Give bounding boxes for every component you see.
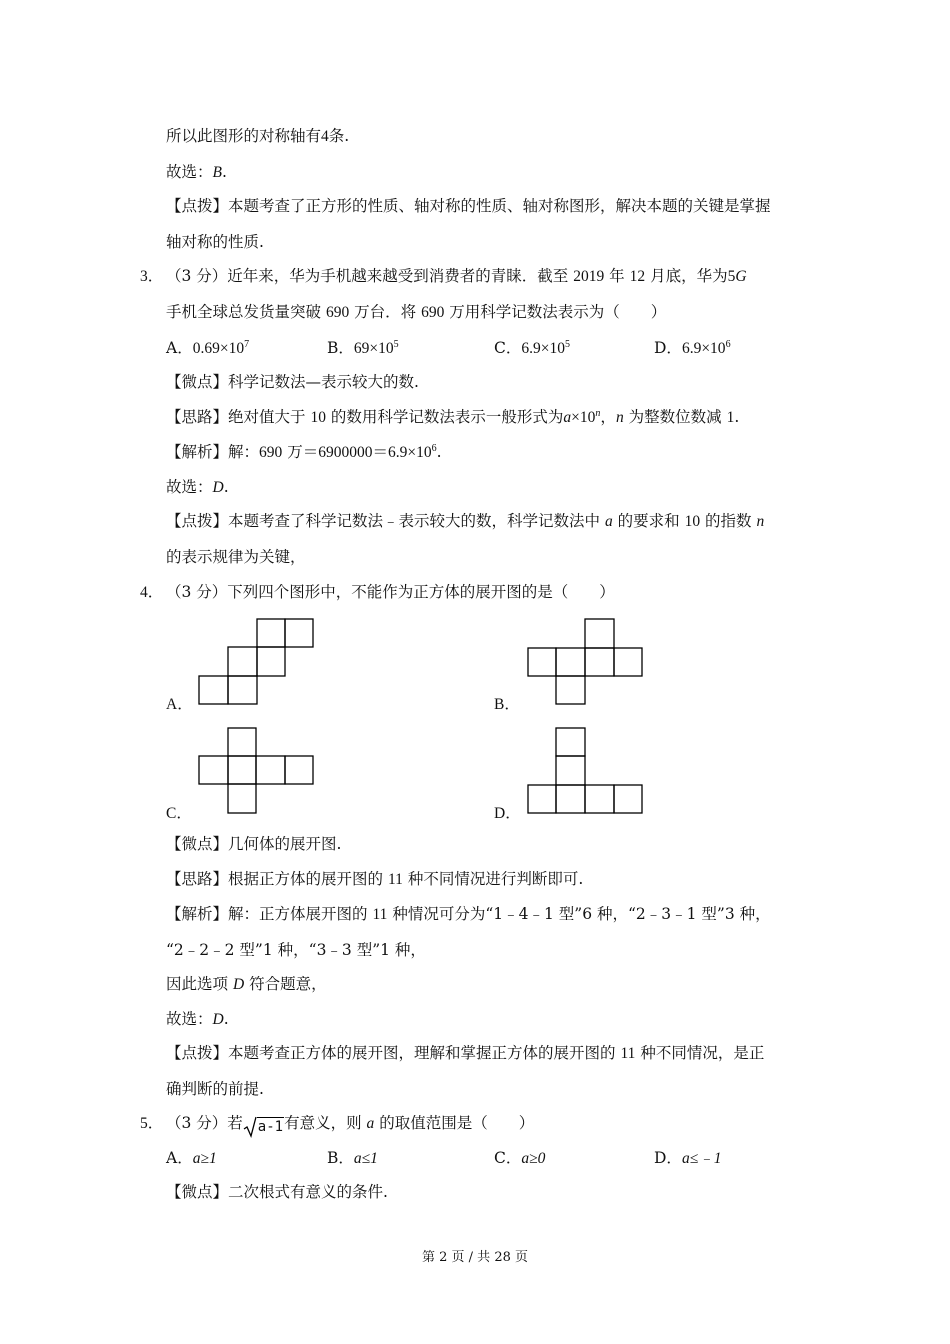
q4-solution-cont2: 因此选项 D 符合题意， [166, 975, 327, 993]
q5-option-c: C．a≥0 [494, 1149, 546, 1167]
net-figure-b [527, 618, 644, 706]
q4-option-b-label: B． [494, 696, 520, 713]
q4-comment: 【点拨】本题考查正方体的展开图，理解和掌握正方体的展开图的 11 种不同情况，是正 [166, 1044, 765, 1062]
q3-option-a: A．$0.69\times 10^7$ [166, 339, 250, 357]
q4-solution-cont: “2﹣2﹣2 型”1 种，“3﹣3 型”1 种， [166, 941, 426, 959]
q3-answer: 故选：D. [166, 478, 229, 496]
q5-option-b: B．a≤1 [327, 1149, 378, 1167]
net-figure-d [527, 727, 644, 815]
q3-comment-cont: 的表示规律为关键， [166, 548, 306, 566]
text-line: 所以此图形的对称轴有4条. [166, 127, 350, 145]
q5-option-a: A．a≥1 [166, 1149, 217, 1167]
q3-knowledge-point: 【微点】科学记数法—表示较大的数. [166, 373, 419, 391]
q4-number: 4． [140, 584, 164, 601]
q3-option-b: B．$69\times 10^5$ [327, 339, 399, 357]
page-footer: 第 2 页 / 共 28 页 [422, 1250, 528, 1265]
q3-option-c: C．$6.9\times 10^5$ [494, 339, 570, 357]
q3-stem-line1: （3 分）近年来，华为手机越来越受到消费者的青睐．截至 2019 年 12 月底，华为5G [166, 267, 747, 285]
answer-line: 故选：B. [166, 163, 227, 181]
net-figure-a [198, 618, 314, 706]
q5-number: 5． [140, 1115, 164, 1132]
q4-option-c-label: C． [166, 805, 192, 822]
q4-stem: （3 分）下列四个图形中，不能作为正方体的展开图的是（ ） [166, 583, 615, 601]
q4-option-d-label: D． [494, 805, 521, 822]
comment-line: 【点拨】本题考查了正方形的性质、轴对称的性质、轴对称图形，解决本题的关键是掌握 [166, 197, 771, 215]
q4-knowledge-point: 【微点】几何体的展开图. [166, 835, 342, 853]
q3-stem-line2: 手机全球总发货量突破 690 万台．将 690 万用科学记数法表示为（ ） [166, 303, 667, 321]
net-figure-c [198, 727, 314, 815]
q4-solution: 【解析】解：正方体展开图的 11 种情况可分为“1﹣4﹣1 型”6 种，“2﹣3﹣1 型”3 种， [166, 905, 771, 923]
q3-number: 3． [140, 268, 164, 285]
sqrt-expression: a-1 [243, 1116, 284, 1137]
q3-comment: 【点拨】本题考查了科学记数法﹣表示较大的数，科学记数法中 a 的要求和 10 的指数 n [166, 512, 765, 530]
q3-option-d: D．$6.9\times 10^6$ [654, 339, 731, 357]
q5-knowledge-point: 【微点】二次根式有意义的条件. [166, 1183, 388, 1201]
q4-comment-cont: 确判断的前提. [166, 1080, 264, 1098]
q5-stem: （3 分）若 a-1有意义，则 a 的取值范围是（ ） [166, 1114, 535, 1135]
q4-answer: 故选：D. [166, 1010, 229, 1028]
q4-option-a-label: A． [166, 696, 193, 713]
q4-approach: 【思路】根据正方体的展开图的 11 种不同情况进行判断即可. [166, 870, 584, 888]
q3-approach: 【思路】绝对值大于 10 的数用科学记数法表示一般形式为$a\times 10^n$，n 为整数位数减 1. [166, 408, 740, 426]
q3-solution: 【解析】解：690 万$=6900000=6.9\times 10^6$. [166, 443, 442, 461]
comment-line-cont: 轴对称的性质. [166, 233, 264, 251]
q5-option-d: D．a≤﹣1 [654, 1149, 722, 1167]
